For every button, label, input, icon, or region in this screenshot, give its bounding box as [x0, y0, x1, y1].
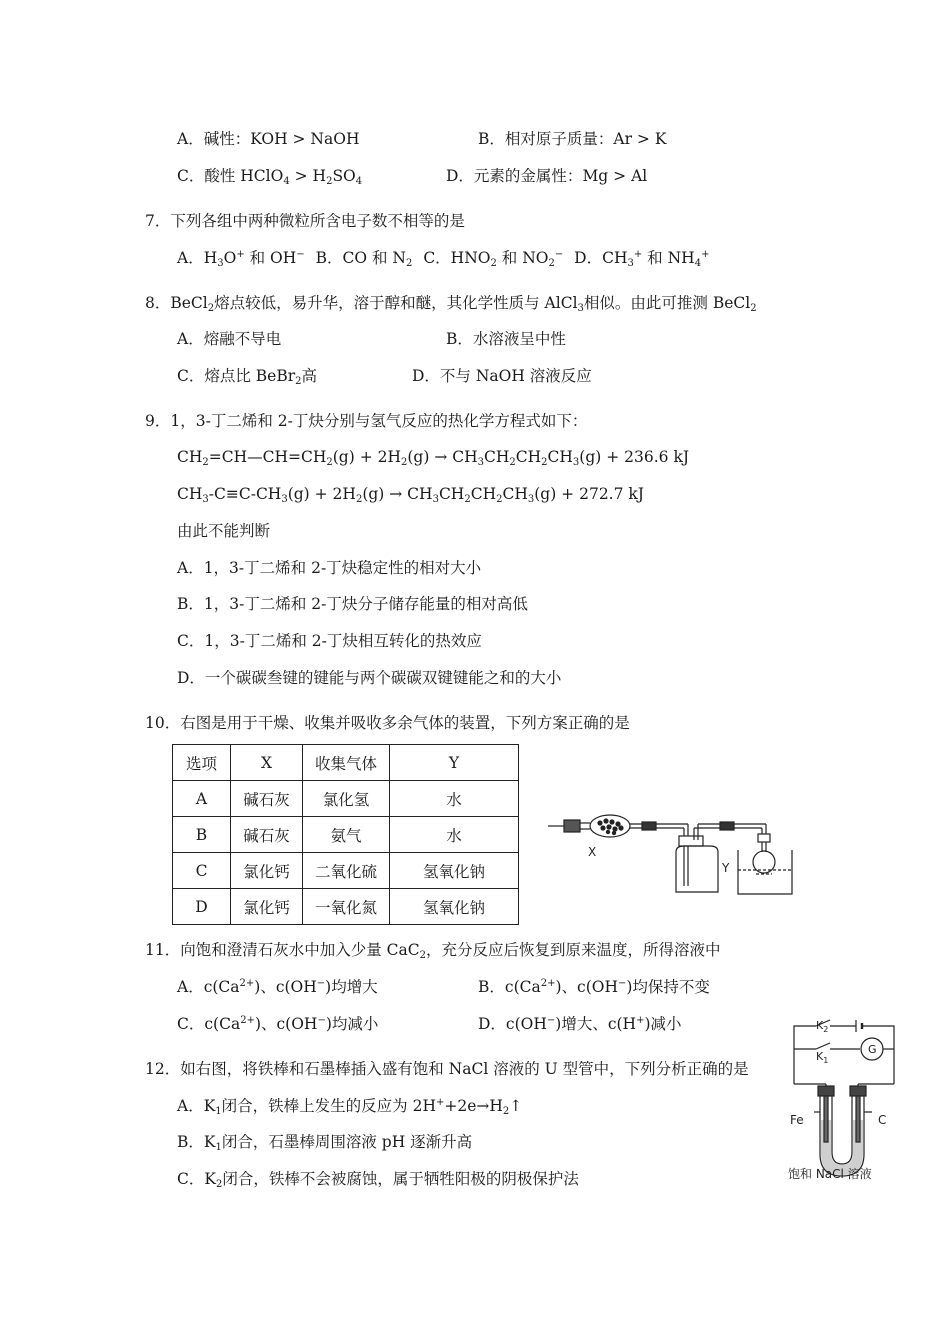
label-k2: $K_2$ [816, 1019, 829, 1034]
q6-option-b: B．相对原子质量：Ar > K [478, 130, 667, 148]
table-header-cell: X [231, 745, 303, 781]
q9-stem: 9．1，3-丁二烯和 2-丁炔分别与氢气反应的热化学方程式如下： [145, 412, 588, 430]
inlet-stopper [564, 820, 580, 832]
table-header-cell: 选项 [173, 745, 231, 781]
table-cell: D [173, 889, 231, 925]
table-row [173, 817, 519, 853]
q7-option-d: D．$CH_3^+$ 和 $NH_4^+$ [574, 249, 710, 269]
q9-option-b: B．1，3-丁二烯和 2-丁炔分子储存能量的相对高低 [177, 595, 528, 613]
q7-option-a: A．$H_3O^+$ 和 OH− [177, 249, 305, 269]
table-cell: 碱石灰 [231, 781, 303, 817]
q6-option-a: A．碱性：KOH > NaOH [177, 130, 360, 148]
iron-rod [824, 1096, 828, 1142]
q11-option-a: A．$c(Ca^{2+})$、c(OH−)均增大 [177, 978, 378, 996]
table-cell: 二氧化硫 [303, 853, 390, 889]
q9-option-c: C．1，3-丁二烯和 2-丁炔相互转化的热效应 [177, 632, 482, 650]
label-fe: Fe [790, 1113, 804, 1127]
q9-equation-2: $CH_3-C\equiv C-CH_3(g) + 2H_2(g) \to CH_3CH_2CH_2CH_3(g) + 272.7$ kJ [177, 485, 644, 505]
q11-stem: 11．向饱和澄清石灰水中加入少量 CaC$_2$，充分反应后恢复到原来温度，所得溶液中 [145, 941, 721, 961]
label-x: X [588, 845, 597, 859]
table-row [173, 781, 519, 817]
gas-apparatus-figure [548, 812, 800, 898]
q11-option-c: C．$c(Ca^{2+})$、c(OH−)均减小 [177, 1015, 379, 1033]
label-y: Y [722, 861, 730, 875]
q11-option-d: D．c(OH−)增大、c(H+)减小 [478, 1015, 682, 1033]
switch-k1 [816, 1043, 830, 1049]
q6-option-d: D．元素的金属性：Mg > Al [446, 167, 648, 185]
table-cell: 氯化钙 [231, 889, 303, 925]
q8-option-a: A．熔融不导电 [177, 330, 282, 348]
label-c: C [878, 1113, 887, 1127]
table-row [173, 889, 519, 925]
table-cell: C [173, 853, 231, 889]
label-k1: $K_1$ [816, 1050, 829, 1065]
q12-option-c: C．$K_2$闭合，铁棒不会被腐蚀，属于牺牲阳极的阴极保护法 [177, 1170, 579, 1190]
q9-lead: 由此不能判断 [177, 522, 271, 540]
table-header-cell: Y [390, 745, 519, 781]
table-cell: 氨气 [303, 817, 390, 853]
table-cell: 碱石灰 [231, 817, 303, 853]
gas-bottle [676, 846, 718, 892]
q9-equation-1: $CH_2=CH—CH=CH_2(g) + 2H_2(g) \to CH_3CH_2CH_2CH_3(g) + 236.6$ kJ [177, 448, 690, 468]
table-cell: 水 [390, 781, 519, 817]
q12-option-b: B．$K_1$闭合，石墨棒周围溶液 pH 逐渐升高 [177, 1133, 473, 1153]
table-cell: 氯化氢 [303, 781, 390, 817]
table-cell: 一氧化氮 [303, 889, 390, 925]
table-header-cell: 收集气体 [303, 745, 390, 781]
q8-option-b: B．水溶液呈中性 [446, 330, 566, 348]
q8-option-c: C．熔点比 BeBr$_2$高 [177, 367, 318, 387]
q12-option-a: A．$K_1$闭合，铁棒上发生的反应为 $2H^++2e\to H_2↑$ [177, 1097, 523, 1117]
drying-agent [597, 818, 623, 835]
q10-stem: 10．右图是用于干燥、收集并吸收多余气体的装置，下列方案正确的是 [145, 714, 630, 732]
table-cell: B [173, 817, 231, 853]
bottle-stopper [679, 836, 703, 846]
q11-option-b: B．$c(Ca^{2+})$、c(OH−)均保持不变 [478, 978, 710, 996]
rubber-connector [642, 822, 656, 830]
q10-options-table [172, 744, 519, 925]
table-cell: 氢氧化钠 [390, 853, 519, 889]
u-tube-figure [786, 1016, 902, 1186]
q9-option-a: A．1，3-丁二烯和 2-丁炔稳定性的相对大小 [177, 559, 482, 577]
table-cell: 氯化钙 [231, 853, 303, 889]
table-cell: 氢氧化钠 [390, 889, 519, 925]
table-cell: 水 [390, 817, 519, 853]
table-header-row [173, 745, 519, 781]
beaker [738, 850, 792, 894]
q8-option-d: D．不与 NaOH 溶液反应 [412, 367, 592, 385]
q7-option-b: B．CO 和 $N_2$ [315, 249, 413, 269]
q8-stem: 8．BeCl$_2$熔点较低，易升华，溶于醇和醚，其化学性质与 AlCl$_3$相似。由此可推测 BeCl$_2$ [145, 294, 757, 314]
table-row [173, 853, 519, 889]
label-g: G [868, 1043, 877, 1056]
figure-caption: 饱和 NaCl 溶液 [788, 1167, 872, 1181]
q7-option-c: C．$HNO_2$ 和 $NO_2^-$ [423, 249, 564, 269]
graphite-rod [856, 1096, 860, 1142]
q6-option-c: C．酸性 HClO$_4$ > $H_2SO_4$ [177, 167, 363, 187]
table-cell: A [173, 781, 231, 817]
circuit-wire-left [794, 1026, 816, 1084]
q7-options [177, 248, 709, 268]
q7-stem: 7．下列各组中两种微粒所含电子数不相等的是 [145, 212, 465, 230]
q12-stem: 12．如右图，将铁棒和石墨棒插入盛有饱和 NaCl 溶液的 U 型管中，下列分析正确的是 [145, 1060, 749, 1078]
q9-option-d: D．一个碳碳叁键的键能与两个碳碳双键键能之和的大小 [177, 669, 562, 687]
